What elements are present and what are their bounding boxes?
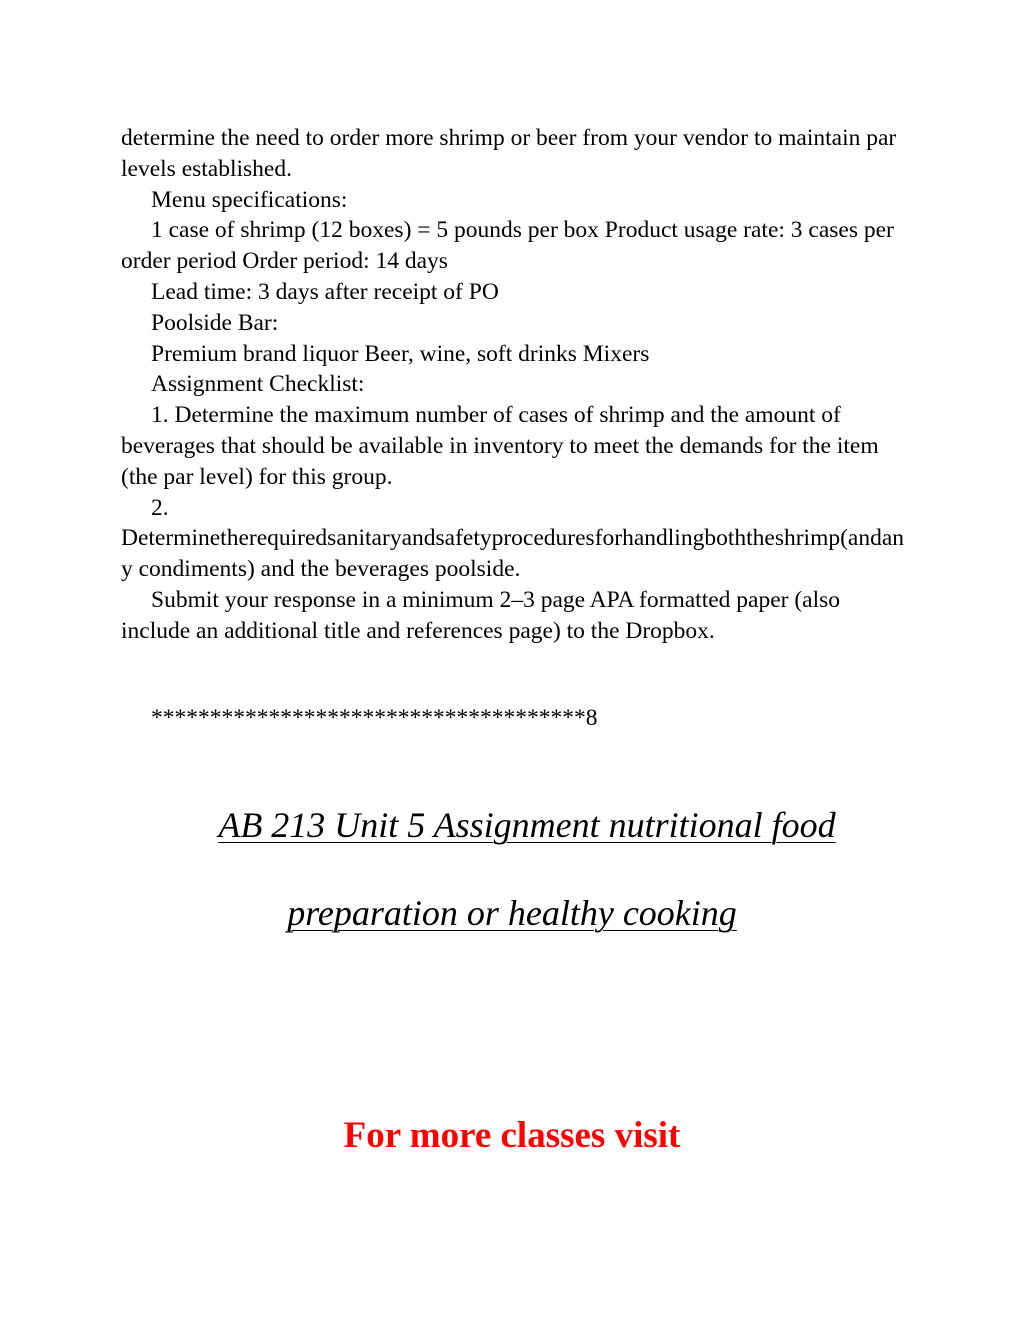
- document-heading-line-1: AB 213 Unit 5 Assignment nutritional food: [218, 805, 836, 845]
- document-heading-line-2: preparation or healthy cooking: [287, 893, 737, 933]
- asterisk-separator: *************************************8: [151, 705, 598, 731]
- paragraph-shrimp-specs: 1 case of shrimp (12 boxes) = 5 pounds per box Product usage rate: 3 cases per order period Order period: 14 days: [121, 217, 894, 275]
- paragraph-submission: Submit your response in a minimum 2–3 page APA formatted paper (also include an additional title and references page) to the Dropbox.: [121, 586, 841, 644]
- paragraph-lead-time: Lead time: 3 days after receipt of PO: [151, 278, 499, 305]
- paragraph-bar-items: Premium brand liquor Beer, wine, soft drinks Mixers: [151, 340, 650, 367]
- paragraph-checklist-heading: Assignment Checklist:: [151, 371, 365, 398]
- paragraph-checklist-item-2: Determinetherequiredsanitaryandsafetyproceduresforhandlingboththeshrimp(andany condiments) and the beverages poolside.: [121, 525, 905, 583]
- assignment-body: [121, 123, 911, 647]
- paragraph-poolside-bar: Poolside Bar:: [151, 309, 279, 336]
- promo-text: For more classes visit: [343, 1115, 681, 1156]
- paragraph-checklist-item-2-number: 2.: [151, 494, 169, 521]
- paragraph-intro: determine the need to order more shrimp or beer from your vendor to maintain par levels established.: [121, 125, 897, 182]
- paragraph-checklist-item-1: 1. Determine the maximum number of cases of shrimp and the amount of beverages that should be available in inventory to meet the demands for the item (the par level) for this group.: [121, 402, 879, 490]
- paragraph-menu-specifications: Menu specifications:: [151, 186, 348, 213]
